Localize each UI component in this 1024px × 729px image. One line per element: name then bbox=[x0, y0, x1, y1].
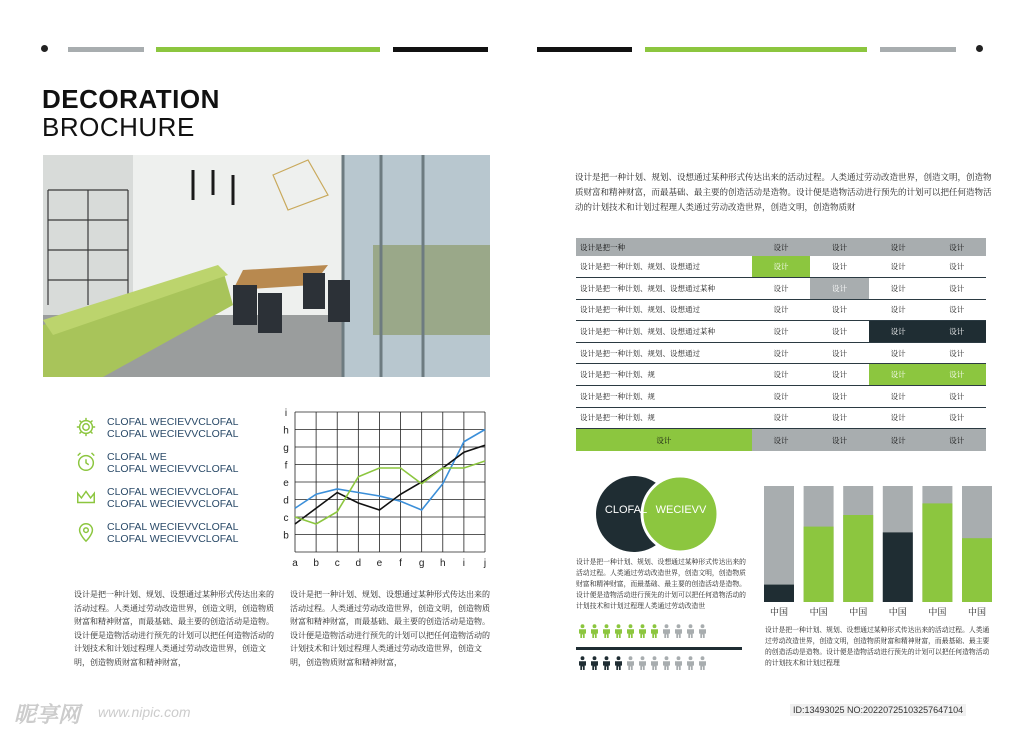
body-paragraph-middle: 设计是把一种计划、规划、设想通过某种形式传达出来的活动过程。人类通过劳动改造世界，创造文明，创造物质财富和精神财富，而最基础、最主要的创造活动是造物。设计便是造物活动进行预先的计划可以把任何造物活动的计划技术和计划过程理人类通过劳动改造世界，创造文明，创造物质财富和精神财富， bbox=[290, 590, 490, 667]
x-tick-label: g bbox=[418, 558, 425, 569]
y-tick-label: b bbox=[283, 530, 289, 542]
bar-value bbox=[922, 503, 952, 602]
person-icon bbox=[578, 624, 587, 638]
table-cell: 设计 bbox=[927, 386, 986, 408]
table-row bbox=[576, 342, 986, 364]
feature-list bbox=[75, 416, 265, 545]
people-divider bbox=[576, 647, 742, 650]
table-cell: 设计 bbox=[810, 278, 869, 300]
table-cell: 设计 bbox=[752, 342, 811, 364]
x-tick-label: j bbox=[483, 558, 487, 569]
table-row bbox=[576, 299, 986, 321]
interior-illustration bbox=[43, 155, 490, 377]
table-cell: 设计 bbox=[927, 299, 986, 321]
table-cell: 设计 bbox=[869, 299, 928, 321]
table-cell: 设计 bbox=[752, 321, 811, 343]
table-header-cell: 设计 bbox=[752, 238, 811, 256]
feature-item bbox=[75, 451, 265, 475]
table-row-label: 设计是把一种计划、规划、设想通过某种 bbox=[576, 278, 752, 300]
header-bar-grey-left bbox=[68, 47, 144, 52]
header-bar-dark-right bbox=[537, 47, 632, 52]
table-cell: 设计 bbox=[810, 256, 869, 278]
table-footer-cell: 设计 bbox=[869, 429, 928, 451]
bar-value bbox=[962, 538, 992, 602]
table-cell: 设计 bbox=[752, 407, 811, 429]
table-cell: 设计 bbox=[927, 256, 986, 278]
venn-left-label: CLOFAL bbox=[604, 504, 648, 516]
table-cell: 设计 bbox=[810, 342, 869, 364]
person-icon bbox=[674, 656, 683, 670]
feature-line1: CLOFAL WECIEVVCLOFAL bbox=[107, 521, 239, 533]
table-row bbox=[576, 256, 986, 278]
table-cell: 设计 bbox=[810, 364, 869, 386]
bar-category-label: 中国 bbox=[888, 607, 907, 617]
table-cell: 设计 bbox=[869, 407, 928, 429]
body-paragraph-left: 设计是把一种计划、规划、设想通过某种形式传达出来的活动过程。人类通过劳动改造世界，创造文明，创造物质财富和精神财富，而最基础、最主要的创造活动是造物。设计便是造物活动进行预先的计划可以把任何造物活动的计划技术和计划过程理人类通过劳动改造世界，创造文明，创造物质财富和精神财富， bbox=[74, 590, 274, 667]
y-tick-label: e bbox=[283, 478, 289, 489]
crown-icon bbox=[75, 486, 97, 508]
person-icon bbox=[698, 656, 707, 670]
people-row-2 bbox=[578, 656, 748, 670]
watermark-id: ID:13493025 NO:20220725103257647104 bbox=[790, 704, 966, 716]
y-tick-label: d bbox=[283, 495, 289, 507]
x-tick-label: i bbox=[462, 558, 466, 569]
bar-paragraph: 设计是把一种计划、规划、设想通过某种形式传达出来的活动过程。人类通过劳动改造世界，创造文明，创造物质财富和精神财富，而最基础、最主要的创造活动是造物。设计便是造物活动进行预先的计划可以把任何造物活动的计划技术和计划过程理 bbox=[765, 627, 990, 667]
table-cell: 设计 bbox=[927, 407, 986, 429]
table-row-label: 设计是把一种计划、规 bbox=[576, 386, 752, 408]
y-tick-label: c bbox=[283, 513, 289, 524]
table-row bbox=[576, 386, 986, 408]
table-cell: 设计 bbox=[927, 364, 986, 386]
person-icon bbox=[590, 656, 599, 670]
x-tick-label: d bbox=[355, 558, 362, 569]
person-icon bbox=[638, 624, 647, 638]
feature-line2: CLOFAL WECIEVVCLOFAL bbox=[107, 463, 239, 475]
person-icon bbox=[686, 656, 695, 670]
page-subtitle: BROCHURE bbox=[42, 112, 195, 142]
person-icon bbox=[626, 656, 635, 670]
table-row bbox=[576, 321, 986, 343]
table-cell: 设计 bbox=[869, 342, 928, 364]
line-chart bbox=[278, 405, 493, 570]
x-tick-label: c bbox=[334, 558, 340, 569]
x-tick-label: e bbox=[376, 558, 383, 569]
table-cell: 设计 bbox=[869, 386, 928, 408]
table-cell: 设计 bbox=[752, 278, 811, 300]
bar-category-label: 中国 bbox=[967, 607, 987, 617]
table-cell: 设计 bbox=[927, 278, 986, 300]
table-cell: 设计 bbox=[810, 386, 869, 408]
feature-item bbox=[75, 486, 265, 510]
gear-icon bbox=[75, 416, 97, 438]
table-cell: 设计 bbox=[869, 256, 928, 278]
person-icon bbox=[674, 624, 683, 638]
table-cell: 设计 bbox=[869, 278, 928, 300]
table-row-label: 设计是把一种计划、规划、设想通过 bbox=[576, 256, 752, 278]
table-row-label: 设计是把一种计划、规划、设想通过 bbox=[576, 342, 752, 364]
table-cell: 设计 bbox=[810, 407, 869, 429]
person-icon bbox=[662, 624, 671, 638]
series-line-blue bbox=[295, 430, 485, 511]
header-dot-left bbox=[41, 45, 48, 52]
table-row bbox=[576, 364, 986, 386]
y-tick-label: g bbox=[283, 443, 289, 454]
table-cell: 设计 bbox=[810, 299, 869, 321]
watermark-brand: 昵享网 bbox=[14, 702, 81, 727]
header-bar-green-right bbox=[645, 47, 867, 52]
person-icon bbox=[662, 656, 671, 670]
bar-value bbox=[764, 585, 794, 602]
interior-photo bbox=[43, 155, 490, 377]
table-footer-cell: 设计 bbox=[810, 429, 869, 451]
feature-item bbox=[75, 416, 265, 440]
table-row-label: 设计是把一种计划、规 bbox=[576, 407, 752, 429]
table-header-row bbox=[576, 238, 986, 256]
table-cell: 设计 bbox=[810, 321, 869, 343]
x-tick-label: h bbox=[439, 558, 446, 569]
person-icon bbox=[578, 656, 587, 670]
table-header-cell: 设计 bbox=[810, 238, 869, 256]
table-cell: 设计 bbox=[927, 321, 986, 343]
table-header-cell: 设计是把一种 bbox=[576, 238, 752, 256]
header-bar-grey-right bbox=[880, 47, 956, 52]
feature-line2: CLOFAL WECIEVVCLOFAL bbox=[107, 533, 239, 545]
location-pin-icon bbox=[75, 521, 97, 543]
person-icon bbox=[602, 624, 611, 638]
person-icon bbox=[626, 624, 635, 638]
feature-line1: CLOFAL WE bbox=[107, 451, 167, 463]
table-footer-cell: 设计 bbox=[576, 429, 752, 451]
table-footer-cell: 设计 bbox=[927, 429, 986, 451]
table-cell: 设计 bbox=[752, 256, 811, 278]
y-tick-label: i bbox=[284, 408, 288, 419]
feature-line1: CLOFAL WECIEVVCLOFAL bbox=[107, 486, 239, 498]
person-icon bbox=[614, 624, 623, 638]
header-bar-green-left bbox=[156, 47, 380, 52]
table-cell: 设计 bbox=[752, 299, 811, 321]
table-footer-row bbox=[576, 429, 986, 451]
venn-right-label: WECIEVV bbox=[655, 504, 707, 516]
x-tick-label: b bbox=[313, 558, 319, 569]
header-dot-right bbox=[976, 45, 983, 52]
table-footer-cell: 设计 bbox=[752, 429, 811, 451]
table-row bbox=[576, 278, 986, 300]
person-icon bbox=[602, 656, 611, 670]
bar-category-label: 中国 bbox=[769, 607, 789, 617]
table-row-label: 设计是把一种计划、规划、设想通过某种 bbox=[576, 321, 752, 343]
x-tick-label: f bbox=[399, 558, 402, 569]
bar-value bbox=[883, 532, 913, 602]
person-icon bbox=[698, 624, 707, 638]
table-row-label: 设计是把一种计划、规划、设想通过 bbox=[576, 299, 752, 321]
venn-paragraph: 设计是把一种计划、规划、设想通过某种形式传达出来的活动过程。人类通过劳动改造世界，创造文明，创造物质财富和精神财富，而最基础、最主要的创造活动是造物。设计便是造物活动进行预先的计划可以把任何造物活动的计划技术和计划过程理人类通过劳动改造世 bbox=[576, 559, 746, 610]
intro-paragraph: 设计是把一种计划、规划、设想通过某种形式传达出来的活动过程。人类通过劳动改造世界，创造文明，创造物质财富和精神财富，而最基础、最主要的创造活动是造物。设计便是造物活动进行预先的计划可以把任何造物活动的计划技术和计划过程理人类通过劳动改造世界，创造文明，创造物质财 bbox=[575, 172, 992, 212]
table-header-cell: 设计 bbox=[927, 238, 986, 256]
bar-value bbox=[804, 527, 834, 602]
bar-category-label: 中国 bbox=[849, 607, 868, 617]
feature-line2: CLOFAL WECIEVVCLOFAL bbox=[107, 428, 239, 440]
table-cell: 设计 bbox=[752, 364, 811, 386]
bar-value bbox=[843, 515, 873, 602]
person-icon bbox=[638, 656, 647, 670]
page-title: DECORATION bbox=[42, 84, 220, 114]
y-tick-label: f bbox=[284, 460, 288, 472]
feature-item bbox=[75, 521, 265, 545]
data-table bbox=[576, 238, 986, 451]
table-row-label: 设计是把一种计划、规 bbox=[576, 364, 752, 386]
table-cell: 设计 bbox=[869, 321, 928, 343]
alarm-clock-icon bbox=[75, 451, 97, 473]
watermark-url: www.nipic.com bbox=[98, 704, 191, 720]
header-bar-dark-left bbox=[393, 47, 488, 52]
person-icon bbox=[614, 656, 623, 670]
series-line-black bbox=[295, 445, 485, 524]
table-cell: 设计 bbox=[927, 342, 986, 364]
bar-chart bbox=[760, 484, 996, 620]
person-icon bbox=[686, 624, 695, 638]
y-tick-label: h bbox=[283, 425, 289, 437]
bar-background bbox=[764, 486, 794, 602]
feature-line2: CLOFAL WECIEVVCLOFAL bbox=[107, 498, 239, 510]
table-cell: 设计 bbox=[869, 364, 928, 386]
table-row bbox=[576, 407, 986, 429]
feature-line1: CLOFAL WECIEVVCLOFAL bbox=[107, 416, 239, 428]
bar-category-label: 中国 bbox=[928, 607, 947, 617]
bar-category-label: 中国 bbox=[809, 607, 828, 617]
x-tick-label: a bbox=[292, 558, 298, 569]
person-icon bbox=[650, 624, 659, 638]
table-header-cell: 设计 bbox=[869, 238, 928, 256]
person-icon bbox=[650, 656, 659, 670]
person-icon bbox=[590, 624, 599, 638]
people-row-1 bbox=[578, 624, 748, 638]
table-cell: 设计 bbox=[752, 386, 811, 408]
